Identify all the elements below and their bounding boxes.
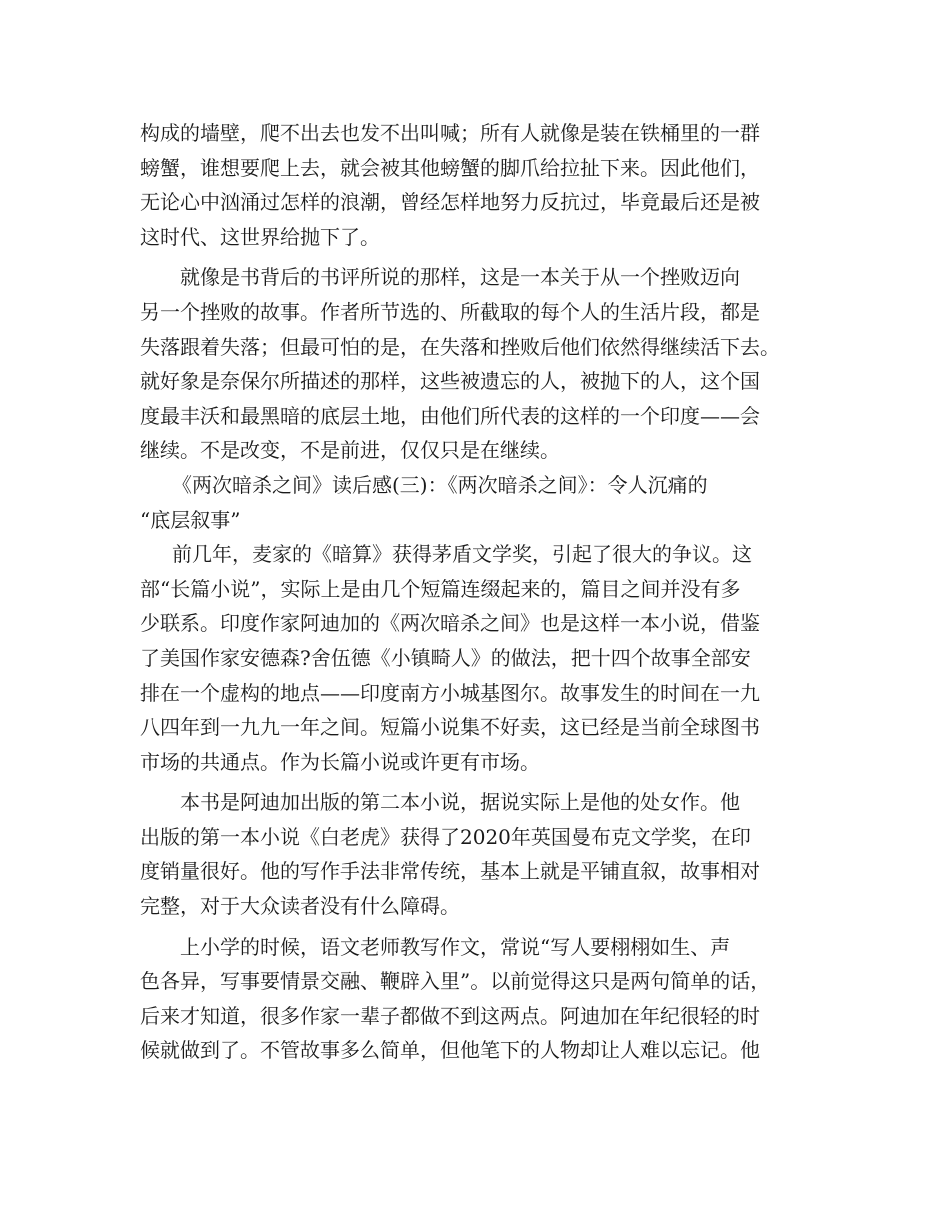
text-line: 候就做到了。不管故事多么简单，但他笔下的人物却让人难以忘记。他 bbox=[140, 1038, 760, 1063]
text-line: 少联系。印度作家阿迪加的《两次暗杀之间》也是这样一本小说，借鉴 bbox=[140, 611, 760, 636]
text-line: 排在一个虚构的地点——印度南方小城基图尔。故事发生的时间在一九 bbox=[140, 680, 760, 705]
text-line: 市场的共通点。作为长篇小说或许更有市场。 bbox=[140, 749, 540, 774]
paragraph-second-novel bbox=[140, 785, 816, 923]
paragraph-intro bbox=[140, 537, 816, 779]
text-line: 这时代、这世界给抛下了。 bbox=[140, 224, 380, 249]
paragraph-writing-style bbox=[140, 930, 816, 1068]
section-title: “底层叙事” bbox=[140, 507, 241, 532]
text-line: 就像是书背后的书评所说的那样，这是一本关于从一个挫败迈向 bbox=[180, 265, 740, 290]
text-line: 前几年，麦家的《暗算》获得茅盾文学奖，引起了很大的争议。这 bbox=[172, 542, 752, 567]
text-line: 上小学的时候，语文老师教写作文，常说“写人要栩栩如生、声 bbox=[180, 934, 731, 959]
section-title: 《两次暗杀之间》读后感(三)：《两次暗杀之间》：令人沉痛的 bbox=[172, 472, 708, 497]
text-line: 了美国作家安德森?舍伍德《小镇畸人》的做法，把十四个故事全部安 bbox=[140, 645, 751, 670]
text-line: 完整，对于大众读者没有什么障碍。 bbox=[140, 894, 460, 919]
text-line: 部“长篇小说”，实际上是由几个短篇连缀起来的，篇目之间并没有多 bbox=[140, 576, 741, 601]
text-line: 度销量很好。他的写作手法非常传统，基本上就是平铺直叙，故事相对 bbox=[140, 859, 760, 884]
text-line: 就好象是奈保尔所描述的那样，这些被遗忘的人，被抛下的人，这个国 bbox=[140, 369, 760, 394]
text-line: 后来才知道，很多作家一辈子都做不到这两点。阿迪加在年纪很轻的时 bbox=[140, 1003, 760, 1028]
text-line: 另一个挫败的故事。作者所节选的、所截取的每个人的生活片段，都是 bbox=[140, 299, 760, 324]
text-line: 出版的第一本小说《白老虎》获得了2020年英国曼布克文学奖，在印 bbox=[140, 824, 751, 849]
document-page bbox=[140, 116, 816, 1068]
text-line: 八四年到一九九一年之间。短篇小说集不好卖，这已经是当前全球图书 bbox=[140, 715, 760, 740]
text-line: 失落跟着失落；但最可怕的是，在失落和挫败后他们依然得继续活下去。 bbox=[140, 334, 780, 359]
text-line: 度最丰沃和最黑暗的底层土地，由他们所代表的这样的一个印度——会 bbox=[140, 403, 760, 428]
text-line: 构成的墙壁，爬不出去也发不出叫喊；所有人就像是装在铁桶里的一群 bbox=[140, 121, 760, 145]
section-heading bbox=[140, 468, 816, 537]
text-line: 螃蟹，谁想要爬上去，就会被其他螃蟹的脚爪给拉扯下来。因此他们， bbox=[140, 155, 760, 180]
text-line: 色各异，写事要情景交融、鞭辟入里”。以前觉得这只是两句简单的话， bbox=[140, 969, 771, 994]
paragraph-continuation bbox=[140, 116, 816, 254]
paragraph-book-review bbox=[140, 260, 816, 468]
text-line: 无论心中汹涌过怎样的浪潮，曾经怎样地努力反抗过，毕竟最后还是被 bbox=[140, 190, 760, 215]
text-line: 本书是阿迪加出版的第二本小说，据说实际上是他的处女作。他 bbox=[180, 790, 740, 815]
text-line: 继续。不是改变，不是前进，仅仅只是在继续。 bbox=[140, 438, 560, 463]
